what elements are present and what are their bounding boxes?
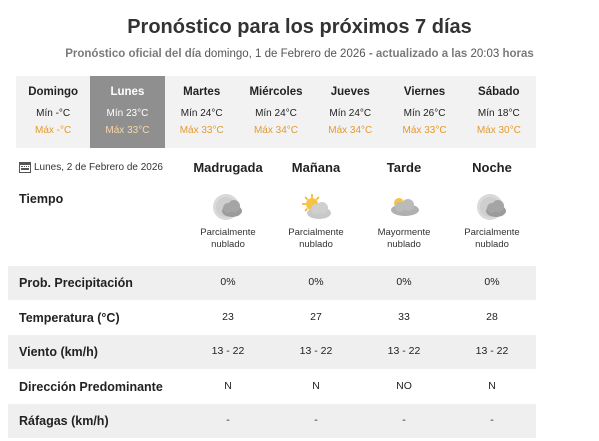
detail-date-text: Lunes, 2 de Febrero de 2026 (34, 162, 163, 173)
day-tab-lunes[interactable] (90, 76, 164, 148)
weather-desc-line2: nublado (211, 239, 245, 250)
day-max: Máx 34°C (253, 125, 298, 136)
subtitle-updated: - actualizado a las (368, 48, 468, 60)
weather-desc-line2: nublado (299, 239, 333, 250)
page-title: Pronóstico para los próximos 7 días (127, 16, 472, 38)
precip-value: 0% (220, 276, 236, 288)
calendar-icon (19, 162, 31, 173)
day-min: Mín 24°C (329, 108, 372, 119)
wind-direction-value: N (312, 380, 320, 392)
weather-desc-line1: Parcialmente (464, 227, 520, 238)
weather-description (183, 227, 273, 251)
day-tabs (16, 76, 536, 148)
wind-direction-value: N (488, 380, 496, 392)
partly-cloudy-day-icon (271, 192, 361, 224)
day-name: Martes (183, 86, 221, 98)
subtitle-time: 20:03 (467, 48, 503, 60)
weather-desc-line2: nublado (475, 239, 509, 250)
weather-desc-line1: Parcialmente (200, 227, 256, 238)
period-header-manana: Mañana (291, 160, 341, 175)
wind-direction-value: NO (396, 380, 412, 392)
day-max: Máx 33°C (179, 125, 224, 136)
day-max: Máx 34°C (328, 125, 373, 136)
gust-value: - (226, 414, 230, 426)
weather-description (359, 227, 449, 251)
row-label-temp: Temperatura (°C) (19, 311, 120, 325)
day-tab-jueves[interactable] (313, 76, 387, 148)
day-name: Domingo (28, 86, 79, 98)
day-min: Mín 24°C (180, 108, 223, 119)
day-min: Mín 18°C (477, 108, 520, 119)
precip-value: 0% (396, 276, 412, 288)
subtitle-hours: horas (502, 48, 534, 60)
day-tab-sabado[interactable] (462, 76, 536, 148)
precip-value: 0% (308, 276, 324, 288)
day-name: Miércoles (249, 86, 303, 98)
day-tab-viernes[interactable] (387, 76, 461, 148)
subtitle-date: domingo, 1 de Febrero de 2026 (201, 48, 369, 60)
day-min: Mín 24°C (255, 108, 297, 119)
wind-value: 13 - 22 (299, 345, 333, 357)
weather-desc-line1: Parcialmente (288, 227, 344, 238)
subtitle-prefix: Pronóstico oficial del día (65, 48, 202, 60)
mostly-cloudy-icon (359, 192, 449, 224)
detail-date (19, 162, 163, 173)
day-max: Máx 33°C (105, 125, 150, 136)
day-min: Mín -°C (36, 108, 71, 119)
temp-value: 27 (310, 311, 322, 323)
day-tab-miercoles[interactable] (239, 76, 313, 148)
period-header-madrugada: Madrugada (193, 160, 263, 175)
temp-value: 28 (486, 311, 498, 323)
weather-description (447, 227, 537, 251)
temp-value: 33 (398, 311, 410, 323)
partly-cloudy-night-icon (183, 192, 273, 224)
gust-value: - (314, 414, 318, 426)
day-max: Máx 30°C (476, 125, 521, 136)
wind-value: 13 - 22 (211, 345, 245, 357)
row-label-precip: Prob. Precipitación (19, 276, 133, 290)
gust-value: - (402, 414, 406, 426)
day-name: Jueves (330, 86, 370, 98)
row-label-viento: Viento (km/h) (19, 345, 98, 359)
partly-cloudy-night-icon (447, 192, 537, 224)
day-name: Viernes (403, 86, 446, 98)
wind-direction-value: N (224, 380, 232, 392)
gust-value: - (490, 414, 494, 426)
day-min: Mín 26°C (403, 108, 446, 119)
day-min: Mín 23°C (106, 108, 149, 119)
row-label-direccion: Dirección Predominante (19, 380, 163, 394)
temp-value: 23 (222, 311, 234, 323)
row-label-rafagas: Ráfagas (km/h) (19, 414, 109, 428)
day-tab-domingo[interactable] (16, 76, 90, 148)
period-header-noche: Noche (472, 160, 512, 175)
weather-desc-line1: Mayormente (377, 227, 431, 238)
precip-value: 0% (484, 276, 500, 288)
wind-value: 13 - 22 (475, 345, 509, 357)
day-name: Sábado (478, 86, 520, 98)
day-max: Máx -°C (35, 125, 72, 136)
weather-description (271, 227, 361, 251)
page-subtitle (0, 48, 599, 60)
day-max: Máx 33°C (402, 125, 447, 136)
period-header-tarde: Tarde (386, 160, 422, 175)
wind-value: 13 - 22 (387, 345, 421, 357)
day-tab-martes[interactable] (165, 76, 239, 148)
day-name: Lunes (110, 86, 145, 98)
weather-desc-line2: nublado (387, 239, 421, 250)
row-label-tiempo: Tiempo (19, 192, 64, 206)
